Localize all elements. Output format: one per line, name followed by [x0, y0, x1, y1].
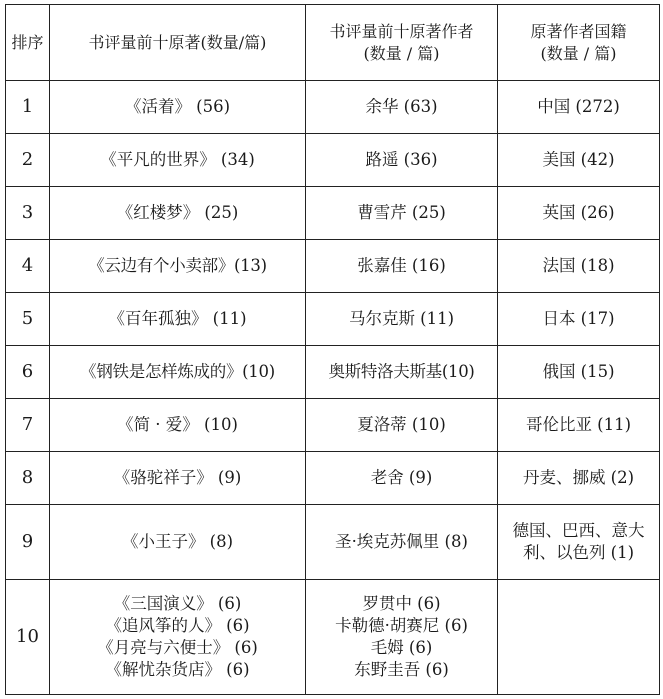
work-cell: 《钢铁是怎样炼成的》(10): [50, 345, 306, 398]
rank-cell: 7: [6, 398, 50, 451]
table-row: [6, 345, 660, 398]
author-line: 东野圭吾 (6): [354, 659, 449, 679]
country-cell: 哥伦比亚 (11): [498, 398, 660, 451]
header-authors-line1: 书评量前十原著作者: [329, 21, 474, 41]
work-cell: 《红楼梦》 (25): [50, 187, 306, 240]
author-cell: 路遥 (36): [306, 134, 498, 187]
country-cell: 日本 (17): [498, 292, 660, 345]
header-countries-line1: 原著作者国籍: [530, 21, 627, 41]
ranking-table: [5, 4, 660, 695]
work-cell: 《简 · 爱》 (10): [50, 398, 306, 451]
rank-cell: 8: [6, 451, 50, 504]
table-row: [6, 134, 660, 187]
table-row: [6, 187, 660, 240]
rank-cell: 3: [6, 187, 50, 240]
work-line: 《追风筝的人》 (6): [105, 615, 250, 635]
header-authors-line2: (数量 / 篇): [363, 43, 440, 63]
rank-cell: 9: [6, 504, 50, 579]
table-row: [6, 504, 660, 579]
author-line: 卡勒德·胡赛尼 (6): [335, 615, 468, 635]
work-cell: 《云边有个小卖部》(13): [50, 240, 306, 293]
rank-cell: 2: [6, 134, 50, 187]
header-rank: 排序: [6, 5, 50, 81]
author-cell: 奥斯特洛夫斯基(10): [306, 345, 498, 398]
author-line: 毛姆 (6): [370, 637, 433, 657]
rank-cell: 10: [6, 579, 50, 694]
author-cell: 老舍 (9): [306, 451, 498, 504]
author-cell: 余华 (63): [306, 81, 498, 134]
country-cell: 丹麦、挪威 (2): [498, 451, 660, 504]
author-line: 罗贯中 (6): [362, 593, 441, 613]
work-cell: 《平凡的世界》 (34): [50, 134, 306, 187]
header-countries: [498, 5, 660, 81]
header-row: [6, 5, 660, 81]
country-cell: 中国 (272): [498, 81, 660, 134]
author-cell: 曹雪芹 (25): [306, 187, 498, 240]
rank-cell: 1: [6, 81, 50, 134]
work-cell: [50, 579, 306, 694]
country-cell: [498, 579, 660, 694]
author-cell: 圣·埃克苏佩里 (8): [306, 504, 498, 579]
table-row: [6, 451, 660, 504]
work-line: 《月亮与六便士》 (6): [97, 637, 258, 657]
table-row: [6, 292, 660, 345]
work-line: 《三国演义》 (6): [113, 593, 242, 613]
table-row: [6, 81, 660, 134]
work-cell: 《活着》 (56): [50, 81, 306, 134]
rank-cell: 4: [6, 240, 50, 293]
table-row: [6, 579, 660, 694]
work-cell: 《小王子》 (8): [50, 504, 306, 579]
table-row: [6, 240, 660, 293]
country-cell: 英国 (26): [498, 187, 660, 240]
rank-cell: 6: [6, 345, 50, 398]
country-line: 利、以色列 (1): [522, 542, 635, 562]
country-cell: 美国 (42): [498, 134, 660, 187]
country-line: 德国、巴西、意大: [512, 520, 645, 540]
author-cell: 马尔克斯 (11): [306, 292, 498, 345]
country-cell: [498, 504, 660, 579]
work-line: 《解忧杂货店》 (6): [105, 659, 250, 679]
header-authors: [306, 5, 498, 81]
country-cell: 俄国 (15): [498, 345, 660, 398]
table-row: [6, 398, 660, 451]
work-cell: 《百年孤独》 (11): [50, 292, 306, 345]
rank-cell: 5: [6, 292, 50, 345]
author-cell: 夏洛蒂 (10): [306, 398, 498, 451]
author-cell: [306, 579, 498, 694]
header-works: 书评量前十原著(数量/篇): [50, 5, 306, 81]
author-cell: 张嘉佳 (16): [306, 240, 498, 293]
work-cell: 《骆驼祥子》 (9): [50, 451, 306, 504]
country-cell: 法国 (18): [498, 240, 660, 293]
header-countries-line2: (数量 / 篇): [540, 43, 617, 63]
